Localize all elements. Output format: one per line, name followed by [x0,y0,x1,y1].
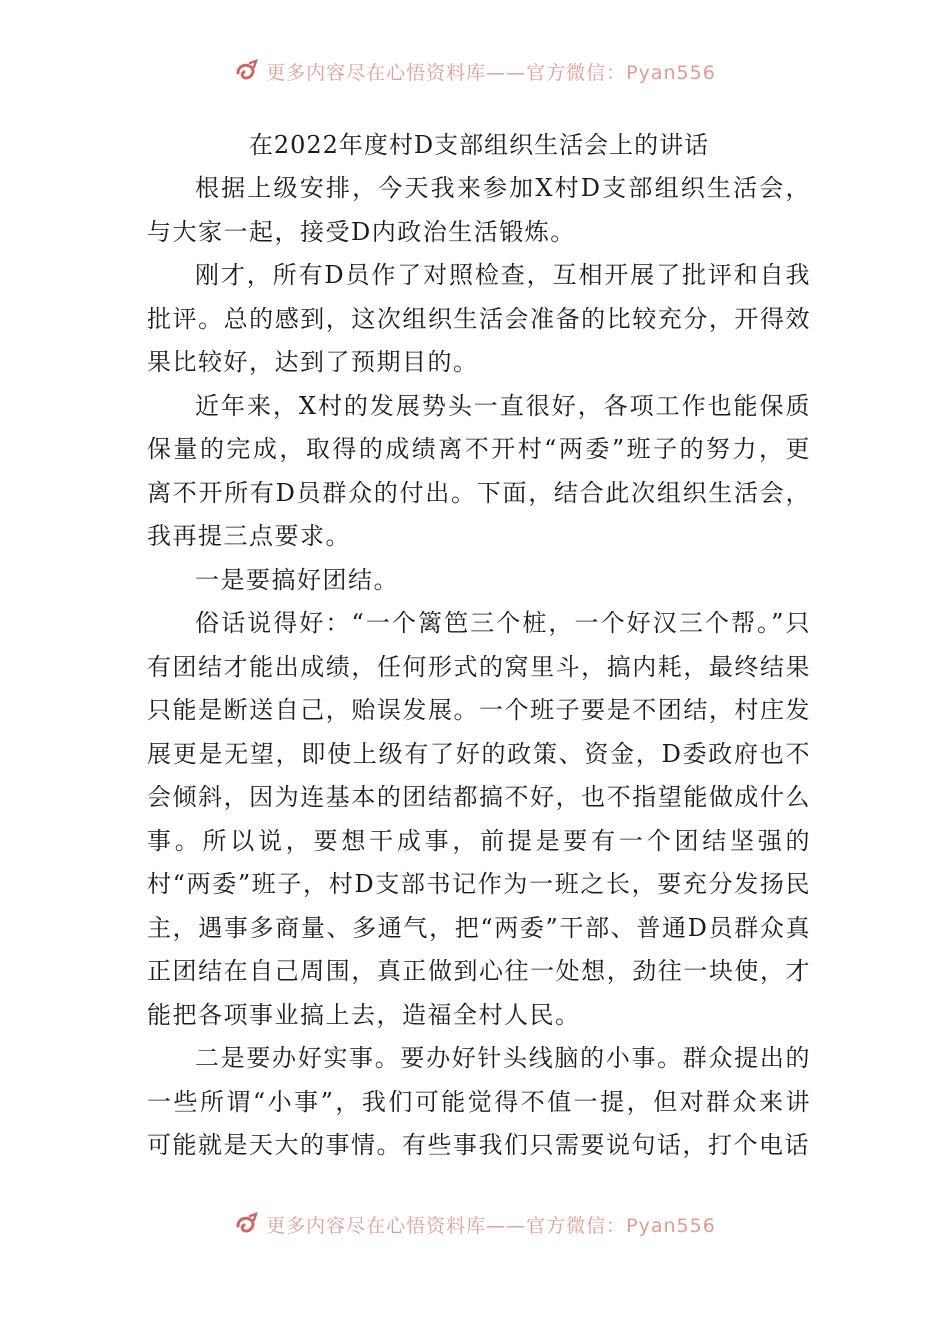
header-watermark [0,56,950,86]
watermark-text: 更多内容尽在心悟资料库——官方微信：Pyan556 [266,61,716,84]
watermark-text: 更多内容尽在心悟资料库——官方微信：Pyan556 [266,1214,716,1237]
paragraph-5: 俗话说得好：“一个篱笆三个桩，一个好汉三个帮。”只有团结才能出成绩，任何形式的窝里斗，搞内耗，最终结果只能是断送自己，贻误发展。一个班子要是不团结，村庄发展更是无望，即使上级有了好的政策、资金，D委政府也不会倾斜，因为连基本的团结都搞不好，也不指望能做成什么事。所以说，要想干成事，前提是要有一个团结坚强的村“两委”班子，村D支部书记作为一班之长，要充分发扬民主，遇事多商量、多通气，把“两委”干部、普通D员群众真正团结在自己周围，真正做到心往一处想，劲往一块使，才能把各项事业搞上去，造福全村人民。 [147,609,811,1029]
watermark-logo-icon [234,59,260,83]
document-title: 在2022年度村D支部组织生活会上的讲话 [248,131,710,159]
paragraph-4: 一是要搞好团结。 [195,565,399,594]
paragraph-3: 近年来，X村的发展势头一直很好，各项工作也能保质保量的完成，取得的成绩离不开村“两委”班子的努力，更离不开所有D员群众的付出。下面，结合此次组织生活会，我再提三点要求。 [147,391,811,550]
footer-watermark [0,1209,950,1239]
watermark-logo-icon [234,1212,260,1236]
document-body [147,123,811,1168]
paragraph-1: 根据上级安排，今天我来参加X村D支部组织生活会，与大家一起，接受D内政治生活锻炼。 [147,174,811,246]
paragraph-2: 刚才，所有D员作了对照检查，互相开展了批评和自我批评。总的感到，这次组织生活会准备的比较充分，开得效果比较好，达到了预期目的。 [147,261,811,376]
paragraph-6: 二是要办好实事。要办好针头线脑的小事。群众提出的一些所谓“小事”，我们可能觉得不值一提，但对群众来讲可能就是天大的事情。有些事我们只需要说句话，打个电话 [147,1044,811,1159]
